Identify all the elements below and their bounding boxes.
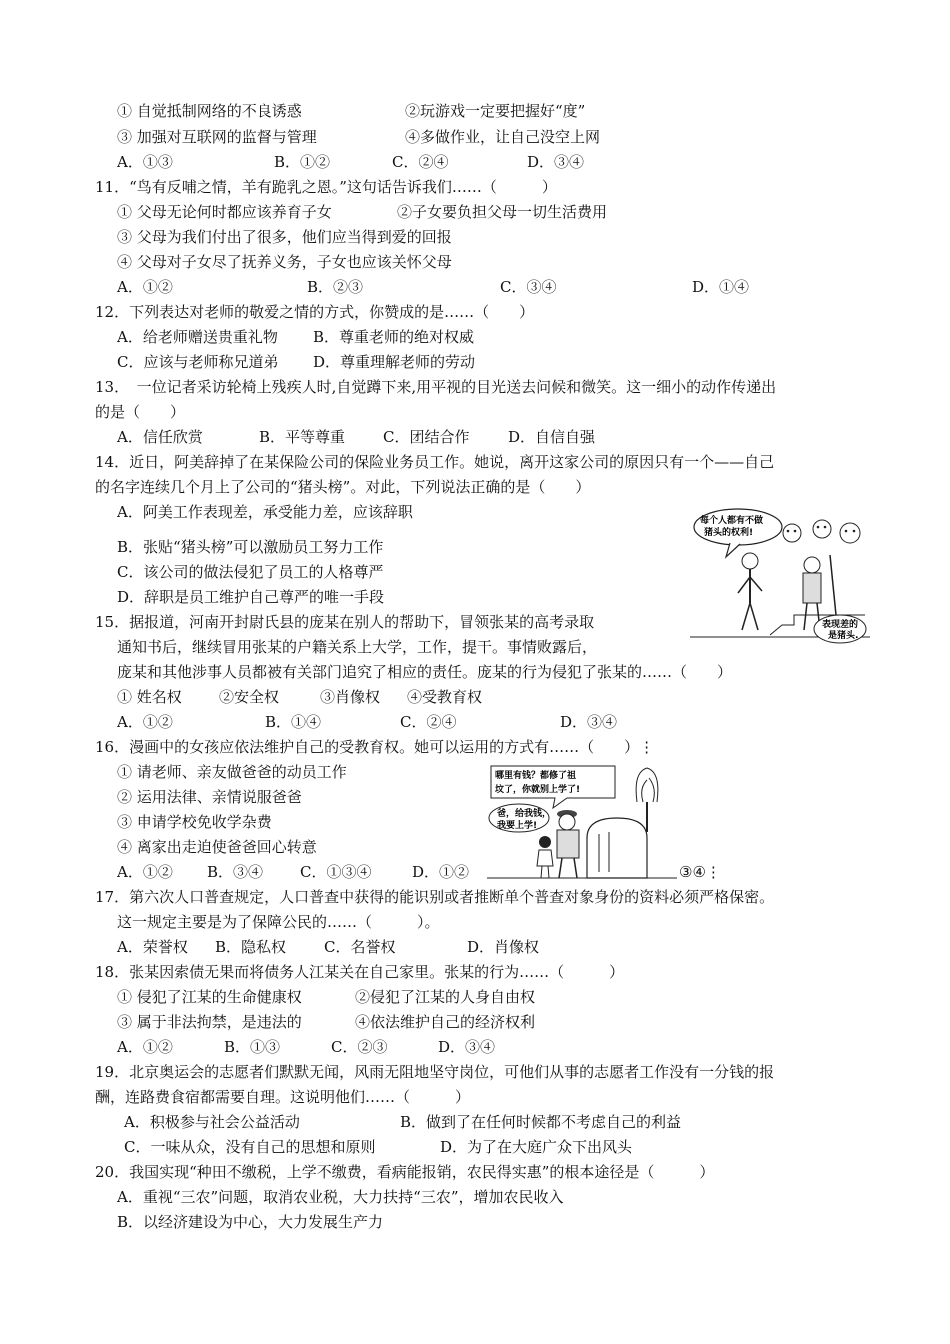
q18-option-c: C．②③ [331,1038,388,1056]
q14-stem-line-2: 的名字连续几个月上了公司的“猪头榜”。对此，下列说法正确的是（ ） [95,478,591,496]
q13-option-b: B．平等尊重 [259,428,346,446]
q11-statement-4: ④ 父母对子女尽了抚养义务，子女也应该关怀父母 [117,253,452,271]
q14-cartoon-left-caption: 每个人都有不做猪头的权利! [700,516,764,538]
q20-stem: 20．我国实现“种田不缴税，上学不缴费，看病能报销，农民得实惠”的根本途径是（ ） [95,1163,715,1181]
q10-statement-2: ②玩游戏一定要把握好“度” [405,102,586,120]
q16-statement-2: ② 运用法律、亲情说服爸爸 [117,788,302,806]
q10-statement-3: ③ 加强对互联网的监督与管理 [117,128,317,146]
q13-option-d: D．自信自强 [508,428,596,446]
q12-option-d: D．尊重理解老师的劳动 [313,353,476,371]
q16-cartoon-image [487,762,677,880]
q18-statement-2: ②侵犯了江某的人身自由权 [355,988,536,1006]
q20-option-b: B．以经济建设为中心，大力发展生产力 [117,1213,384,1231]
q11-stem: 11．“鸟有反哺之情，羊有跪乳之恩。”这句话告诉我们……（ ） [95,178,557,196]
q18-option-a: A．①② [117,1038,173,1056]
q16-statement-1: ① 请老师、亲友做爸爸的动员工作 [117,763,347,781]
q19-option-a: A．积极参与社会公益活动 [124,1113,300,1131]
q17-stem-line-2: 这一规定主要是为了保障公民的……（ ）。 [117,913,440,931]
q13-stem-line-2: 的是（ ） [95,403,186,421]
q16-option-d: D．①② [412,863,470,881]
q16-option-c: C．①③④ [300,863,372,881]
q19-stem-line-1: 19．北京奥运会的志愿者们默默无闻，风雨无阻地坚守岗位，可他们从事的志愿者工作没有一分钱的报 [95,1063,775,1081]
q12-option-a: A．给老师赠送贵重礼物 [117,328,278,346]
q17-option-a: A．荣誉权 [117,938,188,956]
q11-option-d: D．①④ [692,278,750,296]
q14-option-b: B．张贴“猪头榜”可以激励员工努力工作 [117,538,384,556]
q11-option-c: C．③④ [500,278,557,296]
q10-option-a: A．①③ [117,153,173,171]
q16-option-a: A．①② [117,863,173,881]
q17-option-b: B．隐私权 [215,938,287,956]
q18-stem: 18．张某因索债无果而将债务人江某关在自己家里。张某的行为……（ ） [95,963,625,981]
q15-right-4: ④受教育权 [407,688,483,706]
q14-cartoon-image [690,505,870,650]
q11-statement-2: ②子女要负担父母一切生活费用 [397,203,608,221]
q13-option-a: A．信任欣赏 [117,428,203,446]
q13-stem-line-1: 13． 一位记者采访轮椅上残疾人时,自觉蹲下来,用平视的目光送去问候和微笑。这一细小的动作传递出 [95,378,777,396]
q15-option-b: B．①④ [265,713,322,731]
q18-option-b: B．①③ [224,1038,281,1056]
q19-stem-line-2: 酬，连路费食宿都需要自理。这说明他们……（ ） [95,1088,471,1106]
q16-statement-3: ③ 申请学校免收学杂费 [117,813,272,831]
q15-stem-line-3: 庞某和其他涉事人员都被有关部门追究了相应的责任。庞某的行为侵犯了张某的……（ ） [117,663,733,681]
q15-stem-line-2: 通知书后，继续冒用张某的户籍关系上大学，工作，提干。事情败露后， [117,638,598,656]
q16-stem: 16．漫画中的女孩应依法维护自己的受教育权。她可以运用的方式有……（ ）⋮ [95,738,655,756]
q20-option-a: A．重视“三农”问题，取消农业税，大力扶持“三农”，增加农民收入 [117,1188,564,1206]
q15-option-a: A．①② [117,713,173,731]
q11-option-b: B．②③ [307,278,364,296]
q17-option-c: C．名誉权 [324,938,396,956]
q12-option-c: C．应该与老师称兄道弟 [117,353,279,371]
q16-girl-bubble: 爸，给我钱，我要上学! [497,809,552,831]
q12-stem: 12．下列表达对老师的敬爱之情的方式，你赞成的是……（ ） [95,303,535,321]
q17-option-d: D．肖像权 [467,938,540,956]
q17-stem-line-1: 17．第六次人口普查规定，人口普查中获得的能识别或者推断单个普查对象身份的资料必须严格保密。 [95,888,775,906]
q10-option-c: C．②④ [392,153,449,171]
q15-option-c: C．②④ [400,713,457,731]
q13-option-c: C．团结合作 [383,428,470,446]
q15-option-d: D．③④ [560,713,618,731]
q11-statement-3: ③ 父母为我们付出了很多，他们应当得到爱的回报 [117,228,452,246]
q11-option-a: A．①② [117,278,173,296]
q16-father-bubble: 哪里有钱？都修了祖坟了，你就别上学了! [495,771,581,795]
q10-option-b: B．①② [274,153,331,171]
q14-stem-line-1: 14．近日，阿美辞掉了在某保险公司的保险业务员工作。她说，离开这家公司的原因只有一个——自己 [95,453,775,471]
q14-option-a: A．阿美工作表现差，承受能力差，应该辞职 [117,503,413,521]
q16-statement-4: ④ 离家出走迫使爸爸回心转意 [117,838,317,856]
q15-right-3: ③肖像权 [320,688,381,706]
q18-statement-1: ① 侵犯了江某的生命健康权 [117,988,302,1006]
q12-option-b: B．尊重老师的绝对权威 [313,328,475,346]
q18-statement-3: ③ 属于非法拘禁，是违法的 [117,1013,302,1031]
q14-cartoon-right-caption: 表现差的是猪头. [822,620,859,641]
q10-statement-4: ④多做作业，让自己没空上网 [405,128,601,146]
q19-option-c: C．一味从众，没有自己的思想和原则 [124,1138,376,1156]
q10-statement-1: ① 自觉抵制网络的不良诱惑 [117,102,302,120]
q14-option-c: C．该公司的做法侵犯了员工的人格尊严 [117,563,384,581]
q16-option-b: B．③④ [207,863,264,881]
q19-option-b: B．做到了在任何时候都不考虑自己的利益 [400,1113,682,1131]
q16-option-tail: ③④⋮ [679,863,721,881]
q15-right-1: ① 姓名权 [117,688,182,706]
q10-option-d: D．③④ [527,153,585,171]
q15-right-2: ②安全权 [219,688,280,706]
q18-option-d: D．③④ [438,1038,496,1056]
q15-stem-line-1: 15．据报道，河南开封尉氏县的庞某在别人的帮助下，冒领张某的高考录取 [95,613,595,631]
q11-statement-1: ① 父母无论何时都应该养育子女 [117,203,332,221]
q18-statement-4: ④依法维护自己的经济权利 [355,1013,536,1031]
q14-option-d: D．辞职是员工维护自己尊严的唯一手段 [117,588,385,606]
q19-option-d: D．为了在大庭广众下出风头 [440,1138,633,1156]
